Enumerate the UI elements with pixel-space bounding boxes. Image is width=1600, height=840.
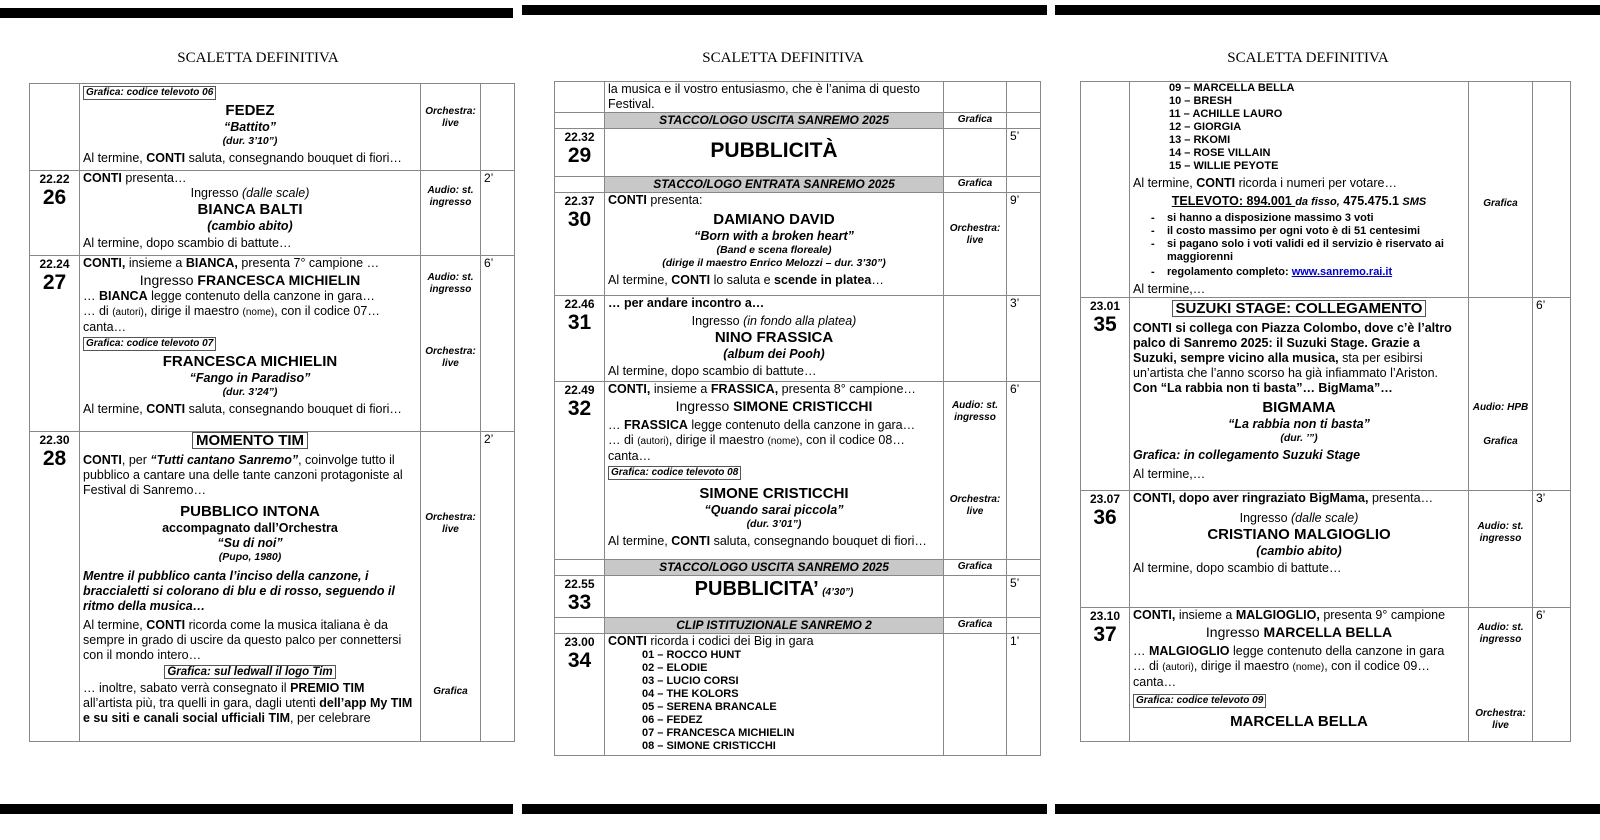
list-item: 14 – ROSE VILLAIN: [1169, 147, 1271, 159]
big-codes-list: [608, 649, 940, 753]
table-row: 22.55 33 PUBBLICITA’ (4’30”) 5’: [555, 576, 1041, 618]
tech-note: Grafica: [433, 686, 468, 697]
page-title: SCALETTA DEFINITIVA: [702, 50, 864, 66]
cue-number: 27: [42, 271, 67, 294]
table-row: 22.30 28 MOMENTO TIM CONTI, per “Tutti cantano Sanremo”, coinvolge tutto il pubblico a cantare una delle tante canzoni protagoniste al Festival di Sanremo… PUBBLICO INTONA accompagnato dall’Orchestra “Su di noi” (Pupo, 1980) Mentre il pubblico canta l’inciso della canzone, i braccialetti si colorano di blu e di rosso, seguendo il ritmo della musica… Al termine, CONTI ricorda come la musica italiana è da sempre in grado di uscire da questo palco per connettersi con il mondo intero… Grafica: sul ledwall il logo Tim … inoltre, sabato verrà consegnato il PREMIO TIM all’artista più, tra quelli in gara, dagli utenti dell’app My TIM e su siti e canali social ufficiali TIM, per celebrare Orchestra: live Grafica 2’: [30, 432, 515, 742]
artist-name: DAMIANO DAVID: [713, 211, 835, 228]
graphic-label: Grafica: codice televoto 07: [83, 337, 216, 351]
section-band: CLIP ISTITUZIONALE SANREMO 2 Grafica: [555, 618, 1041, 634]
table-row: 23.10 37 CONTI, insieme a MALGIOGLIO, presenta 9° campione Ingresso MARCELLA BELLA … MALGIOGLIO legge contenuto della canzone in gara … di (autori), dirige il maestro (nome), con il codice 09… canta… Grafica: codice televoto 09 MARCELLA BELLA Audio: st. ingresso Orchestra: live 6’: [1081, 608, 1571, 742]
table-row: la musica e il vostro entusiasmo, che è l’anima di questo Festival.: [555, 82, 1041, 113]
tech-note: Audio: st. ingresso: [427, 185, 474, 208]
artist-name: MARCELLA BELLA: [1230, 713, 1368, 730]
artist-name: SIMONE CRISTICCHI: [699, 485, 849, 502]
list-item: - si hanno a disposizione massimo 3 voti: [1151, 212, 1465, 225]
list-item: - si pagano solo i voti validi ed il servizio è riservato ai maggiorenni: [1151, 238, 1465, 264]
graphic-label: Grafica: codice televoto 06: [83, 86, 216, 100]
table-row: 22.22 26 CONTI presenta… Ingresso (dalle scale) BIANCA BALTI (cambio abito) Al termine, dopo scambio di battute… Audio: st. ingresso 2’: [30, 171, 515, 256]
page-bottom-bar: [522, 804, 1047, 814]
list-item: 11 – ACHILLE LAURO: [1169, 108, 1283, 120]
list-item: 13 – RKOMI: [1169, 134, 1231, 146]
list-item: 03 – LUCIO CORSI: [642, 675, 739, 687]
table-row: 22.24 27 CONTI, insieme a BIANCA, presenta 7° campione … Ingresso FRANCESCA MICHIELIN … BIANCA legge contenuto della canzone in gara… … di (autori), dirige il maestro (nome), con il codice 07… canta… Grafica: codice televoto 07 FRANCESCA MICHIELIN “Fango in Paradiso” (dur. 3’24”) Al termine, CONTI saluta, consegnando bouquet di fiori… Audio: st. ingresso Orchestra: live 6’: [30, 256, 515, 432]
voting-rules: [1151, 212, 1465, 264]
segment-title: PUBBLICITÀ: [710, 139, 838, 162]
page-bottom-bar: [1055, 804, 1600, 814]
page-top-bar: [0, 8, 513, 18]
schedule-table: [29, 83, 515, 742]
cue-time: 22.30: [39, 433, 70, 447]
cue-time: 22.24: [39, 257, 70, 271]
song-title: “Battito”: [223, 120, 277, 134]
graphic-label: Grafica: codice televoto 08: [608, 466, 741, 480]
sanremo-link[interactable]: www.sanremo.rai.it: [1291, 266, 1393, 278]
table-row: 22.49 32 CONTI, insieme a FRASSICA, presenta 8° campione… Ingresso SIMONE CRISTICCHI … FRASSICA legge contenuto della canzone in gara… … di (autori), dirige il maestro (nome), con il codice 08… canta… Grafica: codice televoto 08 SIMONE CRISTICCHI “Quando sarai piccola” (dur. 3’01”) Al termine, CONTI saluta, consegnando bouquet di fiori… Audio: st. ingresso Orchestra: live 6’: [555, 382, 1041, 560]
section-band: STACCO/LOGO ENTRATA SANREMO 2025 Grafica: [555, 177, 1041, 193]
table-row: 23.00 34 CONTI ricorda i codici dei Big in gara 01 – ROCCO HUNT 02 – ELODIE 03 – LUCIO CORSI 04 – THE KOLORS 05 – SERENA BRANCALE 06 – FEDEZ 07 – FRANCESCA MICHIELIN 08 – SIMONE CRISTICCHI 1’: [555, 634, 1041, 756]
cue-duration: 2’: [481, 171, 515, 256]
artist-name: FEDEZ: [225, 102, 275, 119]
list-item: - il costo massimo per ogni voto è di 51 centesimi: [1151, 225, 1465, 238]
schedule-table: [1080, 81, 1571, 742]
list-item: 04 – THE KOLORS: [642, 688, 739, 700]
graphic-label: Grafica: codice televoto 09: [1133, 694, 1266, 708]
list-item: 10 – BRESH: [1169, 95, 1232, 107]
segment-title: SUZUKI STAGE: COLLEGAMENTO: [1172, 300, 1427, 317]
schedule-table: [554, 81, 1041, 756]
page-top-bar: [522, 5, 1047, 15]
tech-note: Orchestra: live: [425, 106, 476, 129]
table-row: 23.01 35 SUZUKI STAGE: COLLEGAMENTO CONTI si collega con Piazza Colombo, dove c’è l’altro palco di Sanremo 2025: il Suzuki Stage. Grazie a Suzuki, sempre vicino alla musica, sta per esibirsi un’artista che l’anno scorso ha già infiammato l’Ariston. Con “La rabbia non ti basta”… BigMama”… BIGMAMA “La rabbia non ti basta” (dur. ’”) Grafica: in collegamento Suzuki Stage Al termine,… Audio: HPB Grafica 6’: [1081, 298, 1571, 491]
list-item: 02 – ELODIE: [642, 662, 708, 674]
list-item: 05 – SERENA BRANCALE: [642, 701, 777, 713]
list-item: 01 – ROCCO HUNT: [642, 649, 742, 661]
table-row: Grafica: codice televoto 06 FEDEZ “Battito” (dur. 3’10”) Al termine, CONTI saluta, consegnando bouquet di fiori… Orchestra: live: [30, 84, 515, 171]
tech-note: Audio: st. ingresso: [427, 272, 474, 295]
song-title: “Fango in Paradiso”: [189, 371, 311, 385]
section-band: STACCO/LOGO USCITA SANREMO 2025 Grafica: [555, 560, 1041, 576]
page-title: SCALETTA DEFINITIVA: [1227, 50, 1389, 66]
cue-duration: 6’: [481, 256, 515, 432]
tech-note: Orchestra: live: [425, 512, 476, 535]
cue-number: 26: [42, 186, 67, 209]
artist-name: FRANCESCA MICHIELIN: [162, 353, 338, 370]
page-top-bar: [1055, 5, 1600, 15]
segment-title: PUBBLICITA’: [694, 578, 819, 600]
list-item: 06 – FEDEZ: [642, 714, 703, 726]
table-row: 22.37 30 CONTI presenta: DAMIANO DAVID “Born with a broken heart” (Band e scena floreale) (dirige il maestro Enrico Melozzi – dur. 3’30”) Al termine, CONTI lo saluta e scende in platea… Orchestra: live 9’: [555, 193, 1041, 296]
big-codes-list: [1133, 82, 1465, 173]
tech-note: Orchestra: live: [425, 346, 476, 369]
cue-time: 22.22: [39, 172, 70, 186]
page-bottom-bar: [0, 804, 513, 814]
page-title: SCALETTA DEFINITIVA: [177, 50, 339, 66]
artist-name: CRISTIANO MALGIOGLIO: [1207, 526, 1391, 543]
table-row: 22.46 31 … per andare incontro a… Ingresso (in fondo alla platea) NINO FRASSICA (album dei Pooh) Al termine, dopo scambio di battute… 3’: [555, 296, 1041, 382]
graphic-label: Grafica: sul ledwall il logo Tim: [164, 665, 335, 679]
section-band: STACCO/LOGO USCITA SANREMO 2025 Grafica: [555, 113, 1041, 129]
table-row: 23.07 36 CONTI, dopo aver ringraziato BigMama, presenta… Ingresso (dalle scale) CRISTIANO MALGIOGLIO (cambio abito) Al termine, dopo scambio di battute… Audio: st. ingresso 3’: [1081, 491, 1571, 608]
artist-name: NINO FRASSICA: [714, 329, 834, 346]
cue-duration: 2’: [481, 432, 515, 742]
cue-number: 28: [42, 447, 67, 470]
list-item: 09 – MARCELLA BELLA: [1169, 82, 1295, 94]
artist-name: BIANCA BALTI: [197, 201, 303, 218]
list-item: 07 – FRANCESCA MICHIELIN: [642, 727, 795, 739]
list-item: 15 – WILLIE PEYOTE: [1169, 160, 1279, 172]
table-row: 22.32 29 PUBBLICITÀ 5’: [555, 129, 1041, 177]
segment-title: MOMENTO TIM: [192, 432, 308, 449]
table-row: 09 – MARCELLA BELLA 10 – BRESH 11 – ACHILLE LAURO 12 – GIORGIA 13 – RKOMI 14 – ROSE VILLAIN 15 – WILLIE PEYOTE Al termine, CONTI ricorda i numeri per votare… TELEVOTO: 894.001 da fisso, 475.475.1 SMS - si hanno a disposizione massimo 3 voti - il costo massimo per ogni voto è di 51 centesimi - si pagano solo i voti validi ed il servizio è riservato ai maggiorenni - regolamento completo: www.sanremo.rai.it Al termine,… Grafica: [1081, 82, 1571, 298]
artist-name: BIGMAMA: [1262, 399, 1336, 416]
tech-note: Orchestra: live: [949, 223, 1001, 246]
list-item: 08 – SIMONE CRISTICCHI: [642, 740, 776, 752]
song-duration: (dur. 3’10”): [222, 135, 278, 147]
list-item: 12 – GIORGIA: [1169, 121, 1242, 133]
